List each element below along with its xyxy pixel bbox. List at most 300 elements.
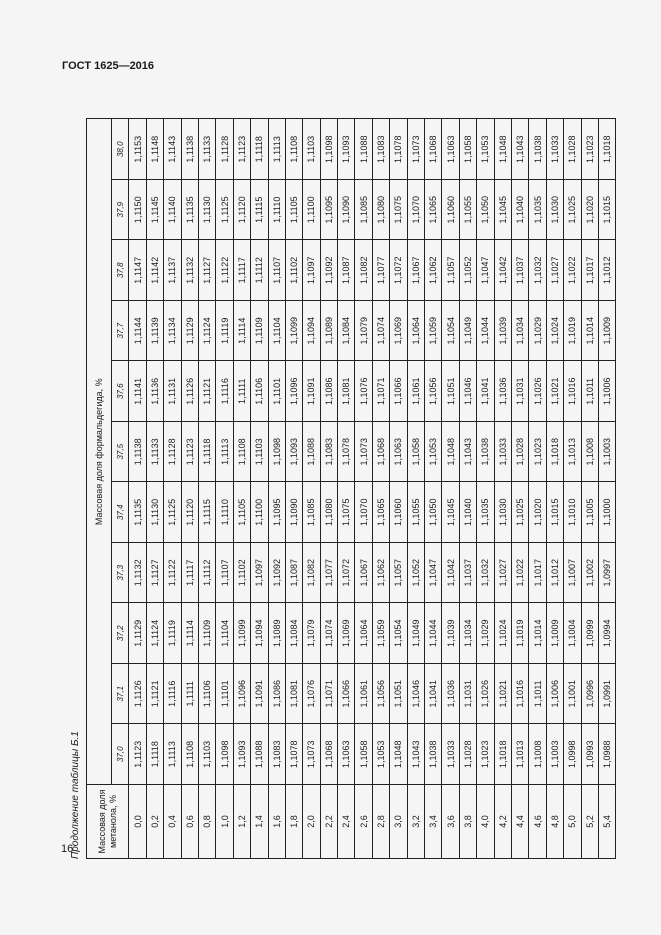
table-cell: 1,1141: [129, 361, 146, 422]
row-label: 1,8: [285, 785, 302, 859]
table-cell: 1,1022: [511, 543, 528, 604]
table-cell: 1,1042: [494, 240, 511, 301]
table-cell: 1,1048: [494, 119, 511, 180]
table-cell: 1,1012: [546, 543, 563, 604]
table-row: [181, 119, 198, 859]
table-cell: 1,1004: [564, 603, 581, 664]
table-cell: 1,1054: [390, 603, 407, 664]
table-cell: 1,1110: [216, 482, 233, 543]
table-cell: 1,1029: [477, 603, 494, 664]
table-cell: 1,1023: [529, 422, 546, 483]
table-cell: 1,1028: [564, 119, 581, 180]
table-cell: 1,1011: [581, 361, 598, 422]
table-cell: 1,1028: [511, 422, 528, 483]
table-cell: 1,1013: [511, 724, 528, 785]
table-cell: 1,1078: [338, 422, 355, 483]
table-cell: 1,1046: [459, 361, 476, 422]
table-cell: 1,1057: [390, 543, 407, 604]
table-cell: 1,1020: [581, 180, 598, 241]
table-cell: 1,1104: [216, 603, 233, 664]
table-cell: 1,1068: [372, 422, 389, 483]
table-cell: 1,1103: [198, 724, 215, 785]
table-cell: 1,1066: [390, 361, 407, 422]
row-label: 1,2: [233, 785, 250, 859]
table-row: [529, 119, 546, 859]
table-cell: 1,1055: [459, 180, 476, 241]
table-cell: 1,1125: [216, 180, 233, 241]
table-cell: 1,1064: [355, 603, 372, 664]
table-cell: 1,1133: [146, 422, 163, 483]
table-cell: 1,1127: [146, 543, 163, 604]
table-cell: 1,1079: [355, 301, 372, 362]
table-cell: 1,1008: [581, 422, 598, 483]
table-cell: 1,1108: [285, 119, 302, 180]
table-cell: 1,1035: [477, 482, 494, 543]
table-cell: 1,1115: [198, 482, 215, 543]
row-label: 4,8: [546, 785, 563, 859]
table-cell: 1,1049: [459, 301, 476, 362]
table-cell: 1,1101: [268, 361, 285, 422]
table-cell: 1,1091: [303, 361, 320, 422]
table-cell: 1,1033: [546, 119, 563, 180]
table-row: [216, 119, 233, 859]
table-cell: 1,1088: [303, 422, 320, 483]
table-cell: 1,1031: [459, 664, 476, 725]
row-label: 4,0: [477, 785, 494, 859]
table-cell: 1,1032: [477, 543, 494, 604]
table-cell: 1,1095: [320, 180, 337, 241]
table-cell: 1,1073: [355, 422, 372, 483]
table-cell: 1,1103: [303, 119, 320, 180]
table-cell: 1,1075: [338, 482, 355, 543]
table-cell: 1,1096: [233, 664, 250, 725]
column-header: 37,1: [112, 664, 129, 725]
column-header: 37,0: [112, 724, 129, 785]
table-cell: 1,1036: [442, 664, 459, 725]
table-cell: 1,1033: [494, 422, 511, 483]
table-row: [407, 119, 424, 859]
table-cell: 1,1053: [477, 119, 494, 180]
row-label: 3,0: [390, 785, 407, 859]
table-cell: 1,1094: [303, 301, 320, 362]
table-cell: 1,1130: [146, 482, 163, 543]
table-cell: 1,1026: [529, 361, 546, 422]
row-label: 5,2: [581, 785, 598, 859]
table-cell: 1,1019: [564, 301, 581, 362]
table-cell: 1,1089: [320, 301, 337, 362]
table-row: [564, 119, 581, 859]
table-cell: 1,1093: [233, 724, 250, 785]
table-cell: 1,1030: [546, 180, 563, 241]
table-cell: 1,1080: [372, 180, 389, 241]
table-cell: 1,1030: [494, 482, 511, 543]
table-cell: 1,1132: [129, 543, 146, 604]
table-cell: 1,1116: [164, 664, 181, 725]
table-cell: 1,1038: [425, 724, 442, 785]
table-cell: 1,1108: [181, 724, 198, 785]
table-cell: 1,1119: [164, 603, 181, 664]
table-cell: 1,0993: [581, 724, 598, 785]
table-cell: 1,1098: [216, 724, 233, 785]
table-cell: 1,1034: [511, 301, 528, 362]
table-cell: 1,1016: [564, 361, 581, 422]
table-row: [477, 119, 494, 859]
table-cell: 1,1002: [581, 543, 598, 604]
table-cell: 1,1031: [511, 361, 528, 422]
table-cell: 1,1129: [181, 301, 198, 362]
table-cell: 1,1028: [459, 724, 476, 785]
table-cell: 1,1098: [320, 119, 337, 180]
table-cell: 1,1113: [164, 724, 181, 785]
table-cell: 1,1058: [355, 724, 372, 785]
table-cell: 1,1111: [233, 361, 250, 422]
table-cell: 1,1078: [285, 724, 302, 785]
table-cell: 1,1035: [529, 180, 546, 241]
table-cell: 1,1055: [407, 482, 424, 543]
table-cell: 1,1075: [390, 180, 407, 241]
table-cell: 1,1038: [477, 422, 494, 483]
table-cell: 1,1040: [511, 180, 528, 241]
row-label: 4,4: [511, 785, 528, 859]
table-cell: 1,1107: [268, 240, 285, 301]
table-cell: 1,1092: [268, 543, 285, 604]
table-cell: 1,1063: [338, 724, 355, 785]
column-header: 37,6: [112, 361, 129, 422]
column-header: 37,9: [112, 180, 129, 241]
table-cell: 1,1090: [285, 482, 302, 543]
table-cell: 1,1029: [529, 301, 546, 362]
table-cell: 1,1010: [564, 482, 581, 543]
table-cell: 1,1018: [598, 119, 615, 180]
table-cell: 1,1093: [338, 119, 355, 180]
table-cell: 1,1065: [372, 482, 389, 543]
table-cell: 1,1018: [546, 422, 563, 483]
table-cell: 1,1007: [564, 543, 581, 604]
table-cell: 1,1043: [459, 422, 476, 483]
table-cell: 1,1027: [546, 240, 563, 301]
table-cell: 1,1017: [581, 240, 598, 301]
table-cell: 1,0988: [598, 724, 615, 785]
table-cell: 1,1133: [198, 119, 215, 180]
table-cell: 1,1150: [129, 180, 146, 241]
table-cell: 1,1112: [251, 240, 268, 301]
row-label: 1,0: [216, 785, 233, 859]
column-header: 37,7: [112, 301, 129, 362]
table-cell: 1,1108: [233, 422, 250, 483]
table-cell: 1,1077: [320, 543, 337, 604]
table-cell: 1,1145: [146, 180, 163, 241]
table-cell: 1,1040: [459, 482, 476, 543]
column-header: 37,4: [112, 482, 129, 543]
table-cell: 1,1009: [546, 603, 563, 664]
table-cell: 1,1046: [407, 664, 424, 725]
table-cell: 1,1003: [598, 422, 615, 483]
table-cell: 1,1113: [268, 119, 285, 180]
table-cell: 1,1043: [511, 119, 528, 180]
table-cell: 1,1138: [181, 119, 198, 180]
table-cell: 1,0998: [564, 724, 581, 785]
table-cell: 1,1097: [251, 543, 268, 604]
table-cell: 1,1041: [477, 361, 494, 422]
table-cell: 1,1082: [303, 543, 320, 604]
table-cell: 1,1006: [598, 361, 615, 422]
table-cell: 1,1024: [546, 301, 563, 362]
table-cell: 1,1039: [494, 301, 511, 362]
table-cell: 1,1127: [198, 240, 215, 301]
table-cell: 1,1124: [198, 301, 215, 362]
table-cell: 1,1100: [303, 180, 320, 241]
table-cell: 1,1060: [390, 482, 407, 543]
table-cell: 1,1041: [425, 664, 442, 725]
table-row: [459, 119, 476, 859]
table-cell: 1,1000: [598, 482, 615, 543]
table-cell: 1,1043: [407, 724, 424, 785]
table-cell: 1,1080: [320, 482, 337, 543]
table-row: [338, 119, 355, 859]
table-cell: 1,1063: [442, 119, 459, 180]
table-cell: 1,1114: [233, 301, 250, 362]
table-cell: 1,1093: [285, 422, 302, 483]
table-cell: 1,1084: [338, 301, 355, 362]
table-cell: 1,1003: [546, 724, 563, 785]
table-cell: 1,1062: [425, 240, 442, 301]
column-header: 37,8: [112, 240, 129, 301]
row-label: 0,8: [198, 785, 215, 859]
row-label: 0,4: [164, 785, 181, 859]
table-cell: 1,1103: [251, 422, 268, 483]
table-cell: 1,1120: [181, 482, 198, 543]
table-cell: 1,1078: [390, 119, 407, 180]
table-row: [198, 119, 215, 859]
table-cell: 1,1083: [268, 724, 285, 785]
table-cell: 1,1061: [407, 361, 424, 422]
table-cell: 1,1099: [233, 603, 250, 664]
table-row: [320, 119, 337, 859]
table-row: [494, 119, 511, 859]
table-cell: 1,1088: [251, 724, 268, 785]
table-cell: 1,1148: [146, 119, 163, 180]
table-cell: 1,1109: [251, 301, 268, 362]
table-cell: 1,1015: [598, 180, 615, 241]
table-cell: 1,1052: [407, 543, 424, 604]
row-label: 1,6: [268, 785, 285, 859]
table-cell: 1,1117: [233, 240, 250, 301]
table-cell: 1,1023: [581, 119, 598, 180]
table-cell: 1,1053: [372, 724, 389, 785]
table-cell: 1,1015: [546, 482, 563, 543]
table-cell: 1,1138: [129, 422, 146, 483]
table-cell: 1,1021: [546, 361, 563, 422]
table-cell: 1,1118: [251, 119, 268, 180]
page-number: 16: [61, 843, 74, 855]
rotated-table-block: [70, 119, 628, 859]
table-cell: 1,1012: [598, 240, 615, 301]
table-cell: 1,1016: [511, 664, 528, 725]
table-cell: 1,1038: [529, 119, 546, 180]
table-cell: 1,1119: [216, 301, 233, 362]
table-cell: 1,1077: [372, 240, 389, 301]
table-cell: 1,1054: [442, 301, 459, 362]
table-cell: 1,1068: [320, 724, 337, 785]
table-cell: 1,1137: [164, 240, 181, 301]
table-row: [164, 119, 181, 859]
table-cell: 1,1056: [425, 361, 442, 422]
table-cell: 1,1051: [390, 664, 407, 725]
table-cell: 1,1070: [355, 482, 372, 543]
table-row: [129, 119, 146, 859]
table-cell: 1,1071: [372, 361, 389, 422]
row-label: 4,6: [529, 785, 546, 859]
table-cell: 1,1109: [198, 603, 215, 664]
table-cell: 1,1027: [494, 543, 511, 604]
table-cell: 1,1083: [372, 119, 389, 180]
table-cell: 1,1036: [494, 361, 511, 422]
table-cell: 1,1117: [181, 543, 198, 604]
table-cell: 1,1121: [146, 664, 163, 725]
table-cell: 1,1124: [146, 603, 163, 664]
table-cell: 1,1073: [407, 119, 424, 180]
table-cell: 1,1097: [303, 240, 320, 301]
table-cell: 1,1051: [442, 361, 459, 422]
table-cell: 1,1064: [407, 301, 424, 362]
table-cell: 1,1050: [477, 180, 494, 241]
table-cell: 1,1142: [146, 240, 163, 301]
table-cell: 1,1123: [129, 724, 146, 785]
table-cell: 1,1131: [164, 361, 181, 422]
table-cell: 1,1034: [459, 603, 476, 664]
table-cell: 1,1039: [442, 603, 459, 664]
table-cell: 1,1058: [407, 422, 424, 483]
table-cell: 1,1014: [581, 301, 598, 362]
table-cell: 1,1135: [181, 180, 198, 241]
density-table: [86, 118, 616, 859]
row-label: 2,8: [372, 785, 389, 859]
table-cell: 1,1037: [511, 240, 528, 301]
table-cell: 1,1099: [285, 301, 302, 362]
table-cell: 1,1134: [164, 301, 181, 362]
table-cell: 1,1112: [198, 543, 215, 604]
table-cell: 1,1147: [129, 240, 146, 301]
column-header: 38,0: [112, 119, 129, 180]
table-cell: 1,0996: [581, 664, 598, 725]
table-cell: 1,1089: [268, 603, 285, 664]
column-header-row: [112, 119, 129, 859]
table-cell: 1,1045: [494, 180, 511, 241]
document-header: ГОСТ 1625—2016: [62, 60, 155, 72]
table-cell: 1,1074: [372, 301, 389, 362]
row-label: 2,4: [338, 785, 355, 859]
table-cell: 1,0994: [598, 603, 615, 664]
table-cell: 1,1132: [181, 240, 198, 301]
table-row: [268, 119, 285, 859]
table-cell: 1,1082: [355, 240, 372, 301]
table-cell: 1,1048: [442, 422, 459, 483]
table-cell: 1,1084: [285, 603, 302, 664]
table-cell: 1,1026: [477, 664, 494, 725]
table-cell: 1,1081: [285, 664, 302, 725]
table-cell: 1,0997: [598, 543, 615, 604]
row-label: 2,0: [303, 785, 320, 859]
table-cell: 1,1045: [442, 482, 459, 543]
table-cell: 1,1087: [338, 240, 355, 301]
row-label: 3,6: [442, 785, 459, 859]
table-cell: 1,1081: [338, 361, 355, 422]
table-cell: 1,1056: [372, 664, 389, 725]
table-cell: 1,1013: [564, 422, 581, 483]
table-cell: 1,1021: [494, 664, 511, 725]
table-cell: 1,1058: [459, 119, 476, 180]
table-cell: 1,1101: [216, 664, 233, 725]
row-label: 4,2: [494, 785, 511, 859]
table-cell: 1,1106: [251, 361, 268, 422]
table-cell: 1,1085: [355, 180, 372, 241]
table-cell: 1,1102: [285, 240, 302, 301]
table-cell: 1,1153: [129, 119, 146, 180]
table-cell: 1,1130: [198, 180, 215, 241]
table-row: [355, 119, 372, 859]
table-cell: 1,1106: [198, 664, 215, 725]
table-cell: 1,1005: [581, 482, 598, 543]
table-cell: 1,1098: [268, 422, 285, 483]
table-cell: 1,1090: [338, 180, 355, 241]
table-cell: 1,1073: [303, 724, 320, 785]
table-cell: 1,1072: [390, 240, 407, 301]
table-cell: 1,1140: [164, 180, 181, 241]
table-cell: 1,1144: [129, 301, 146, 362]
table-cell: 1,1094: [251, 603, 268, 664]
table-caption: Продолжение таблицы Б.1: [70, 731, 81, 859]
table-cell: 1,1087: [285, 543, 302, 604]
table-cell: 1,1100: [251, 482, 268, 543]
table-row: [425, 119, 442, 859]
table-cell: 1,1059: [372, 603, 389, 664]
table-cell: 1,1067: [355, 543, 372, 604]
table-row: [285, 119, 302, 859]
table-cell: 1,1069: [390, 301, 407, 362]
table-body: [129, 119, 616, 859]
table-cell: 1,1042: [442, 543, 459, 604]
table-cell: 1,1129: [129, 603, 146, 664]
table-cell: 1,1052: [459, 240, 476, 301]
column-header: 37,5: [112, 422, 129, 483]
table-cell: 1,1104: [268, 301, 285, 362]
table-cell: 1,1001: [564, 664, 581, 725]
table-cell: 1,1107: [216, 543, 233, 604]
table-cell: 1,1091: [251, 664, 268, 725]
table-cell: 1,1074: [320, 603, 337, 664]
table-cell: 1,1110: [268, 180, 285, 241]
table-cell: 1,1022: [564, 240, 581, 301]
table-cell: 1,1139: [146, 301, 163, 362]
table-cell: 1,1017: [529, 543, 546, 604]
table-cell: 1,1136: [146, 361, 163, 422]
table-row: [546, 119, 563, 859]
table-cell: 1,1048: [390, 724, 407, 785]
table-cell: 1,1113: [216, 422, 233, 483]
table-row: [581, 119, 598, 859]
table-cell: 1,1044: [477, 301, 494, 362]
table-cell: 1,1121: [198, 361, 215, 422]
table-cell: 1,1059: [425, 301, 442, 362]
table-row: [442, 119, 459, 859]
row-label: 0,2: [146, 785, 163, 859]
table-cell: 1,1128: [216, 119, 233, 180]
row-header-cell: Массовая доля метанола, %: [87, 785, 129, 859]
table-cell: 1,1120: [233, 180, 250, 241]
table-cell: 1,1047: [425, 543, 442, 604]
table-cell: 1,1092: [320, 240, 337, 301]
table-cell: 1,1072: [338, 543, 355, 604]
